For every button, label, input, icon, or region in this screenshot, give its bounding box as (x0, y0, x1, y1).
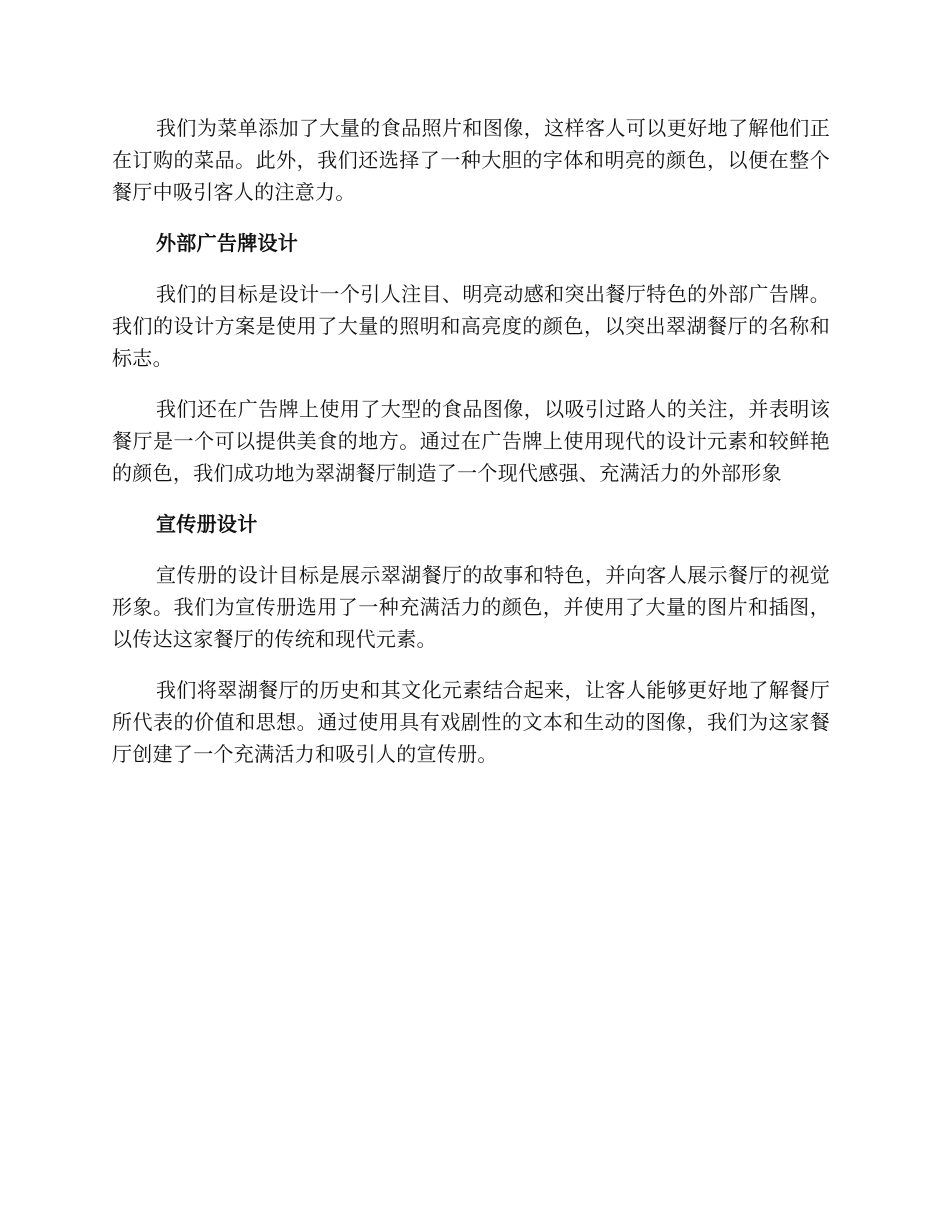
section-heading-billboard: 外部广告牌设计 (156, 231, 299, 255)
billboard-paragraph-1: 我们的目标是设计一个引人注目、明亮动感和突出餐厅特色的外部广告牌。我们的设计方案是使用了大量的照明和高亮度的颜色，以突出翠湖餐厅的名称和标志。 (112, 282, 830, 370)
document-page (112, 112, 830, 789)
billboard-paragraph-2: 我们还在广告牌上使用了大型的食品图像，以吸引过路人的关注，并表明该餐厅是一个可以提供美食的地方。通过在广告牌上使用现代的设计元素和较鲜艳的颜色，我们成功地为翠湖餐厅制造了一个现代感强、充满活力的外部形象 (112, 397, 830, 485)
intro-paragraph: 我们为菜单添加了大量的食品照片和图像，这样客人可以更好地了解他们正在订购的菜品。此外，我们还选择了一种大胆的字体和明亮的颜色，以便在整个餐厅中吸引客人的注意力。 (112, 116, 830, 204)
section-heading-brochure: 宣传册设计 (156, 512, 258, 536)
brochure-paragraph-1: 宣传册的设计目标是展示翠湖餐厅的故事和特色，并向客人展示餐厅的视觉形象。我们为宣传册选用了一种充满活力的颜色，并使用了大量的图片和插图，以传达这家餐厅的传统和现代元素。 (112, 563, 830, 651)
brochure-paragraph-2: 我们将翠湖餐厅的历史和其文化元素结合起来，让客人能够更好地了解餐厅所代表的价值和思想。通过使用具有戏剧性的文本和生动的图像，我们为这家餐厅创建了一个充满活力和吸引人的宣传册。 (112, 678, 830, 766)
